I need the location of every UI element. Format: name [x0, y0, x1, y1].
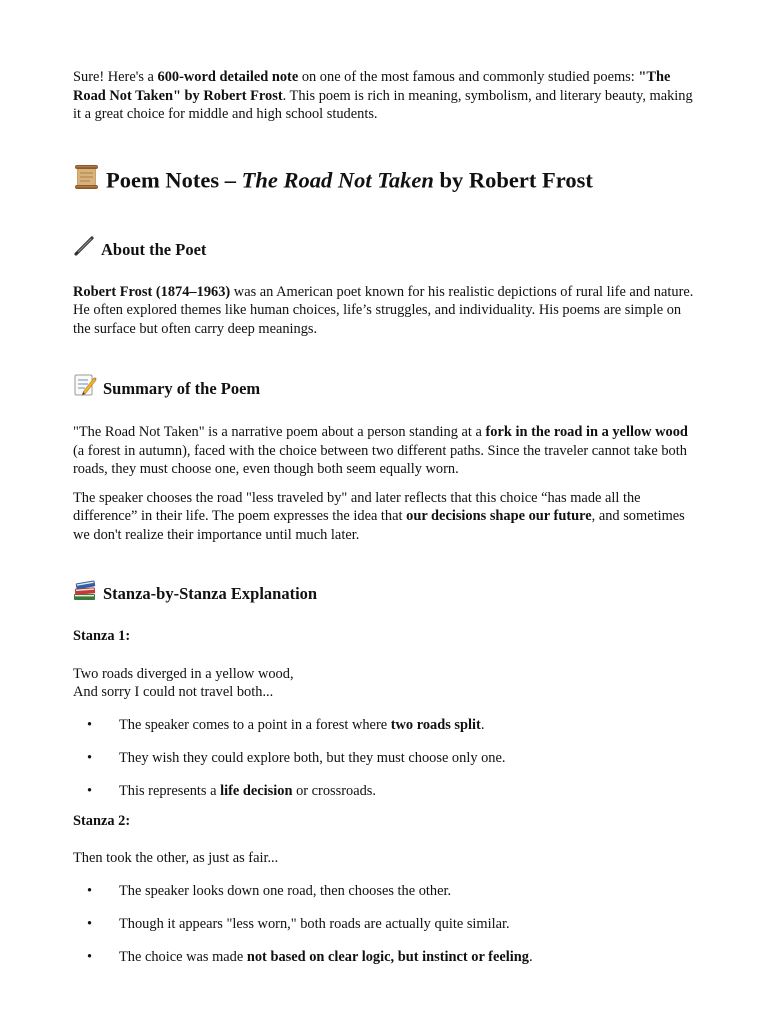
list-item: • This represents a life decision or crossroads. [87, 782, 376, 799]
list-item: • The speaker looks down one road, then chooses the other. [87, 882, 452, 899]
stanza-1-title: Stanza 1: [73, 628, 131, 644]
stanza-2-title: Stanza 2: [73, 812, 131, 829]
stanza-2-bullets [73, 882, 695, 967]
list-item: • They wish they could explore both, but they must choose only one. [87, 749, 506, 766]
verse-line: Two roads diverged in a yellow wood, [73, 665, 294, 682]
bullet-marker: • [87, 716, 93, 733]
bullet-marker: • [87, 948, 93, 965]
about-poet-paragraph: Robert Frost (1874–1963) was an American poet known for his realistic depictions of rural life and nature. He often explored themes like human choices, life’s struggles, and individuality. His poems are simple on the surface but often carry deep meanings. [73, 283, 694, 337]
list-item: • The choice was made not based on clear logic, but instinct or feeling. [87, 948, 533, 965]
bullet-marker: • [87, 882, 93, 899]
stanza-heading: Stanza-by-Stanza Explanation [73, 581, 695, 609]
summary-heading: Summary of the Poem [73, 375, 695, 405]
list-item: • The speaker comes to a point in a forest where two roads split. [87, 716, 485, 733]
memo-icon [73, 373, 97, 403]
bullet-marker: • [87, 749, 93, 766]
summary-paragraph-1: "The Road Not Taken" is a narrative poem about a person standing at a fork in the road in a yellow wood (a forest in autumn), faced with the choice between two different paths. Since the traveler cannot take both roads, they must choose one, even though both seem equally worn. [73, 424, 688, 477]
pen-icon [73, 235, 95, 263]
bullet-marker: • [87, 782, 93, 799]
list-item: • Though it appears "less worn," both roads are actually quite similar. [87, 915, 510, 932]
intro-paragraph: Sure! Here's a 600-word detailed note on one of the most famous and commonly studied poems: "The Road Not Taken" by Robert Frost. This poem is rich in meaning, symbolism, and literary beauty, making it a great choice for middle and high school students. [73, 69, 693, 122]
stanza-1-verse [73, 665, 695, 702]
summary-paragraph-2: The speaker chooses the road "less traveled by" and later reflects that this choice “has made all the difference” in their life. The poem expresses the idea that our decisions shape our future, and sometimes we don't realize their importance until much later. [73, 489, 685, 543]
page-title: Poem Notes – The Road Not Taken by Robert Frost [73, 166, 695, 199]
verse-line: Then took the other, as just as fair... [73, 850, 279, 866]
stanza-1-bullets [73, 716, 695, 801]
books-icon [73, 579, 97, 607]
bullet-marker: • [87, 915, 93, 932]
verse-line: And sorry I could not travel both... [73, 684, 274, 700]
stanza-2-verse [73, 849, 695, 868]
scroll-icon [73, 164, 100, 197]
document-page [73, 68, 695, 981]
about-poet-heading: About the Poet [73, 237, 695, 265]
